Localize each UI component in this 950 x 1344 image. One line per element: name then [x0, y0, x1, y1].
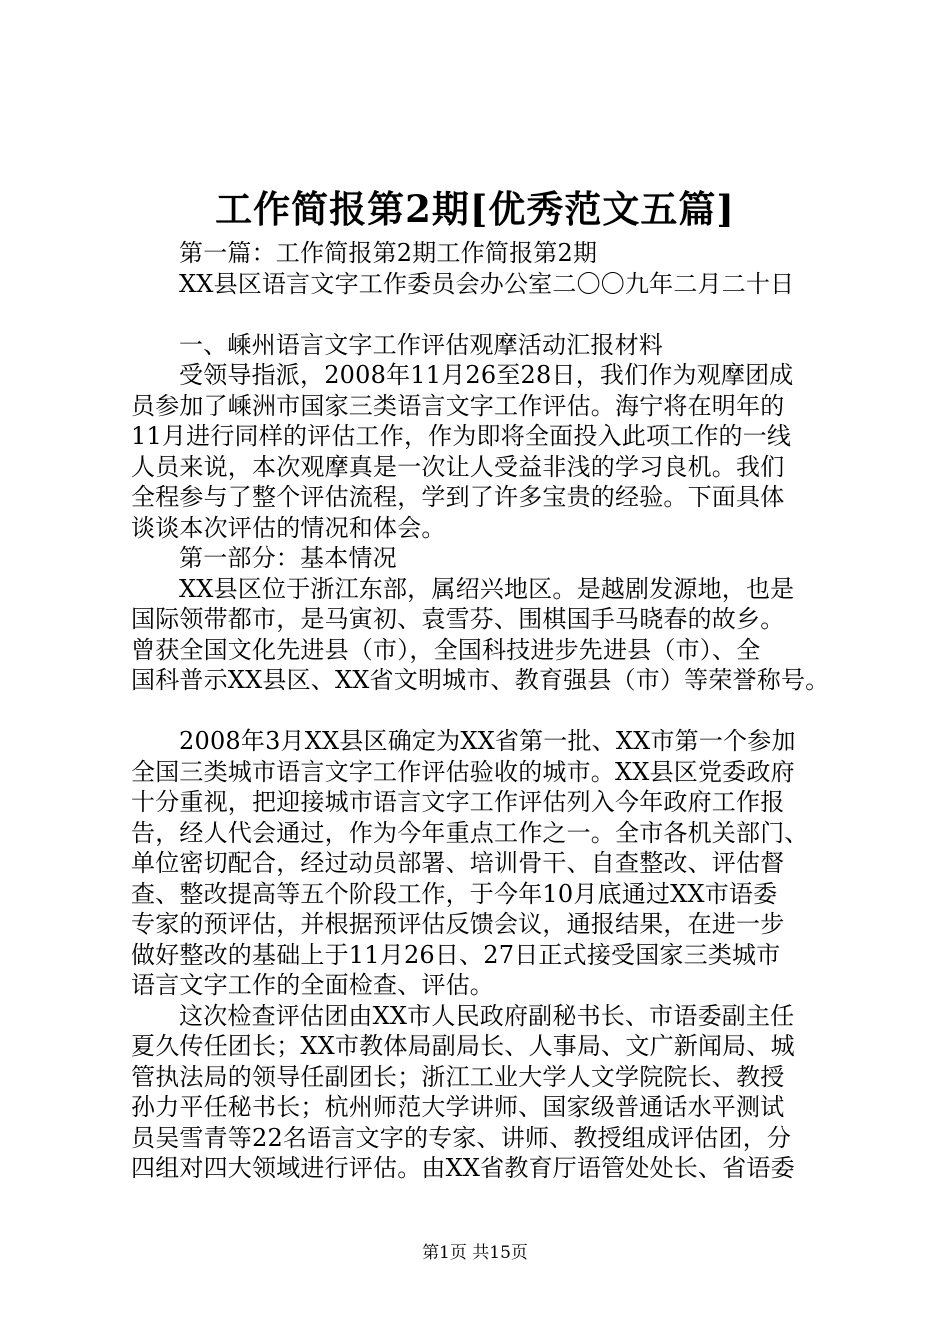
blank-line — [131, 299, 831, 330]
paragraph-line: 全国三类城市语言文字工作评估验收的城市。XX县区党委政府 — [131, 757, 795, 786]
paragraph-line: 告，经人代会通过，作为今年重点工作之一。全市各机关部门、 — [131, 818, 809, 847]
section-heading: 第一篇：工作简报第2期工作简报第2期 — [179, 239, 598, 267]
paragraph-line: 员参加了嵊洲市国家三类语言文字工作评估。海宁将在明年的 — [131, 391, 785, 420]
paragraph-line: 人员来说，本次观摩真是一次让人受益非浅的学习良机。我们 — [131, 452, 785, 481]
paragraph-line: 曾获全国文化先进县（市），全国科技进步先进县（市）、全 — [131, 635, 761, 664]
blank-line — [131, 696, 831, 727]
document-title: 工作简报第2期[优秀范文五篇] — [215, 187, 735, 231]
paragraph-line: 十分重视，把迎接城市语言文字工作评估列入今年政府工作报 — [131, 788, 785, 816]
paragraph-line: 做好整改的基础上于11月26日、27日正式接受国家三类城市 — [131, 940, 781, 969]
part-heading: 第一部分：基本情况 — [179, 544, 397, 572]
paragraph-line: 专家的预评估，并根据预评估反馈会议，通报结果，在进一步 — [131, 910, 785, 938]
paragraph-line: 受领导指派，2008年11月26至28日，我们作为观摩团成 — [179, 361, 794, 389]
paragraph-line: 全程参与了整个评估流程，学到了许多宝贵的经验。下面具体 — [131, 483, 785, 511]
paragraph-line: 查、整改提高等五个阶段工作，于今年10月底通过XX市语委 — [131, 879, 778, 908]
paragraph-line: 管执法局的领导任副团长；浙江工业大学人文学院院长、教授 — [131, 1062, 785, 1091]
subheading: 一、嵊州语言文字工作评估观摩活动汇报材料 — [179, 330, 663, 359]
paragraph-line: 四组对四大领域进行评估。由XX省教育厅语管处处长、省语委 — [131, 1154, 795, 1182]
paragraph-line: 谈谈本次评估的情况和体会。 — [131, 513, 446, 542]
document-body — [131, 238, 831, 1184]
paragraph-line: 孙力平任秘书长；杭州师范大学讲师、国家级普通话水平测试 — [131, 1093, 785, 1121]
paragraph-line: 这次检查评估团由XX市人民政府副秘书长、市语委副主任 — [179, 1001, 795, 1030]
paragraph-line: 国科普示XX县区、XX省文明城市、教育强县（市）等荣誉称号。 — [131, 666, 830, 694]
paragraph-line: 11月进行同样的评估工作，作为即将全面投入此项工作的一线 — [131, 422, 792, 450]
paragraph-line: 单位密切配合，经过动员部署、培训骨干、自查整改、评估督 — [131, 849, 785, 877]
issuer-line: XX县区语言文字工作委员会办公室二〇〇九年二月二十日 — [179, 269, 795, 298]
paragraph-line: 语言文字工作的全面检查、评估。 — [131, 971, 494, 999]
paragraph-line: XX县区位于浙江东部，属绍兴地区。是越剧发源地，也是 — [179, 574, 795, 603]
page-number-footer: 第1页 共15页 — [422, 1243, 528, 1263]
paragraph-line: 2008年3月XX县区确定为XX省第一批、XX市第一个参加 — [179, 727, 796, 755]
paragraph-line: 夏久传任团长；XX市教体局副局长、人事局、文广新闻局、城 — [131, 1032, 795, 1060]
paragraph-line: 国际领带都市，是马寅初、袁雪芬、围棋国手马晓春的故乡。 — [131, 605, 785, 633]
paragraph-line: 员吴雪青等22名语言文字的专家、讲师、教授组成评估团，分 — [131, 1123, 792, 1152]
